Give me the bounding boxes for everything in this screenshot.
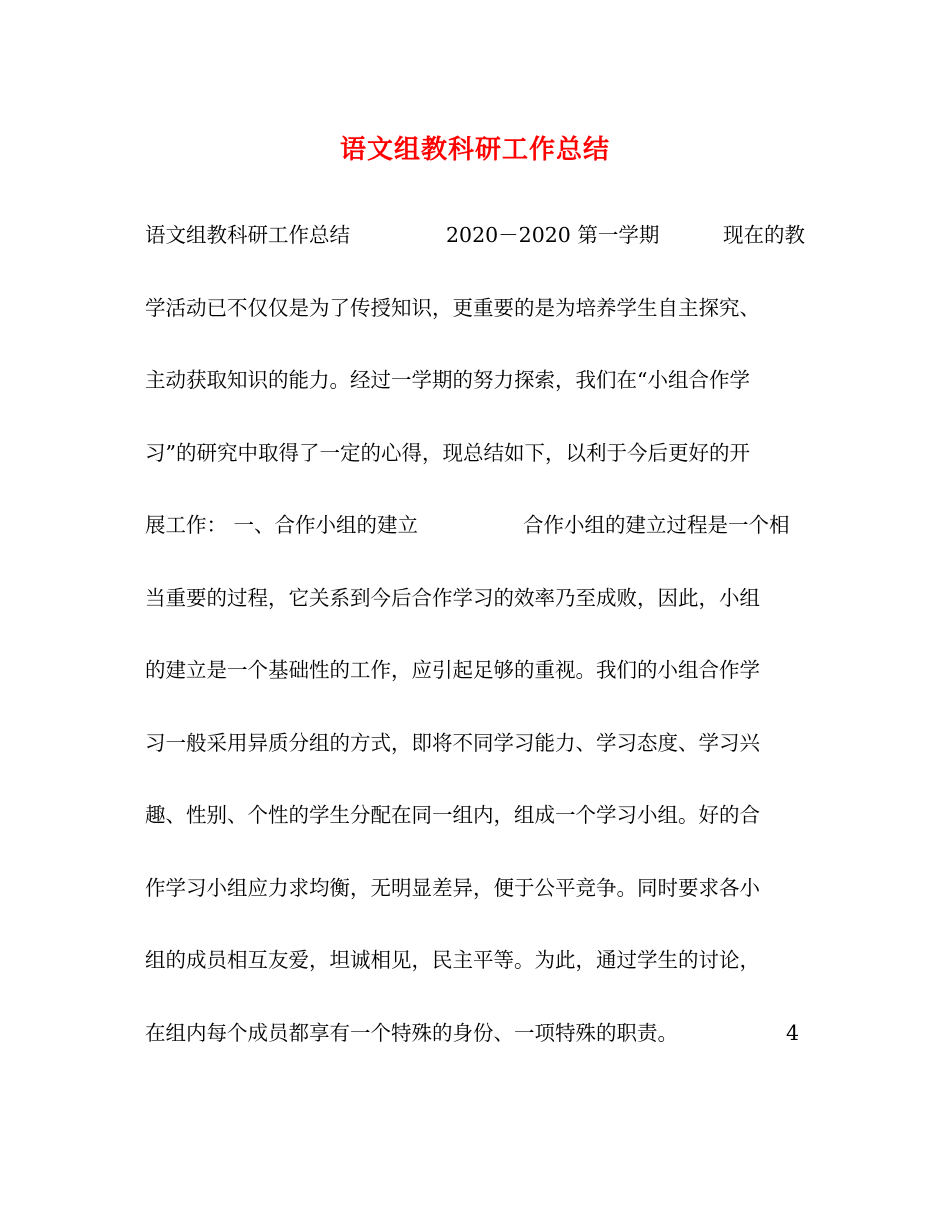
body-text-segment: 展工作： 一、合作小组的建立: [145, 513, 419, 537]
body-text-segment: 现在的教: [723, 223, 805, 247]
body-line-6: [145, 580, 825, 653]
document-title: 语文组教科研工作总结: [339, 135, 610, 165]
body-text-segment: 习一般采用异质分组的方式，即将不同学习能力、学习态度、学习兴: [145, 730, 760, 755]
body-text-segment: 当重要的过程，它关系到今后合作学习的效率乃至成败，因此，小组: [145, 585, 760, 610]
body-text-segment: 组的成员相互友爱，坦诚相见，民主平等。为此，通过学生的讨论，: [145, 948, 760, 972]
body-line-10: [145, 870, 825, 943]
body-text-segment: 主动获取知识的能力。经过一学期的努力探索，我们在“小组合作学: [145, 368, 750, 392]
body-line-5: [145, 507, 825, 580]
body-text-segment: 语文组教科研工作总结: [145, 223, 350, 247]
body-line-4: [145, 435, 825, 508]
body-text-segment: 习”的研究中取得了一定的心得，现总结如下，以利于今后更好的开: [145, 440, 750, 465]
body-text-segment: 合作小组的建立过程是一个相: [523, 513, 790, 537]
document-body: [145, 217, 825, 1087]
body-text-segment: 趣、性别、个性的学生分配在同一组内，组成一个学习小组。好的合: [145, 803, 760, 827]
body-line-3: [145, 362, 825, 435]
body-line-9: [145, 797, 825, 870]
body-text-segment: 在组内每个成员都享有一个特殊的身份、一项特殊的职责。: [145, 1020, 678, 1045]
body-text-segment: 作学习小组应力求均衡，无明显差异，便于公平竞争。同时要求各小: [145, 875, 760, 900]
body-text-segment: 学活动已不仅仅是为了传授知识，更重要的是为培养学生自主探究、: [145, 295, 760, 320]
body-line-1: [145, 217, 825, 290]
body-line-2: [145, 290, 825, 363]
body-line-12: [145, 1015, 825, 1088]
body-line-8: [145, 725, 825, 798]
body-text-segment: 的建立是一个基础性的工作，应引起足够的重视。我们的小组合作学: [145, 658, 760, 682]
body-line-11: [145, 942, 825, 1015]
body-text-segment: 2020－2020 第一学期: [446, 223, 660, 247]
body-line-7: [145, 652, 825, 725]
page-number: 4: [786, 1020, 800, 1045]
